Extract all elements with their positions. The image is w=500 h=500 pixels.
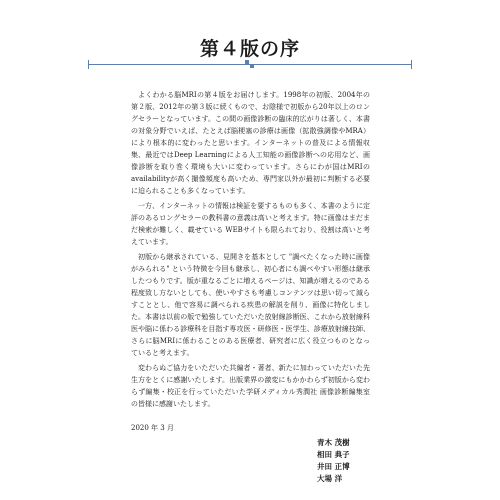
signatory-name: 大場 洋: [317, 474, 343, 483]
preface-paragraph-2: 一方、インターネットの情報は検証を要するものも多く、本書のように定評のあるロングセラーの教科書の意義は高いと考えます。特に画像はまだまだ検索が難しく、載せている WEBサイトも限られており、役割は高いと考えています。: [131, 202, 370, 246]
signatories: [317, 437, 350, 485]
preface-body: [131, 89, 370, 413]
preface-paragraph-3: 初版から継承されている、見開きを基本として "調べたくなった時に画像がみられる" という特徴を今回も継承し、初心者にも調べやすい形態は継承したつもりです。版が重なるごとに増えるページは、知識が増えるのである程度致し方ないとしても、使いやすさも考慮しコンテンツは思い切って減らすこととし、他で容易に調べられる疾患の解説を削り、画像に特化しました。本書は以前の版で勉強していただいた放射線診断医、これから放射線科医や脳に係わる診療科を目指す専攻医・研修医・医学生、診療放射線技師、さらに脳MRIに係わることのある医療者、研究者に広く役立つものとなっていると考えます。: [131, 253, 370, 357]
preface-paragraph-1: よくわかる脳MRIの第４版をお届けします。1998年の初版、2004年の第２版、2012年の第３版に続くもので、お陰様で初版から20年以上のロングセラーとなっています。この間の画像診断の臨床的広がりは著しく、本書の対象分野でいえば、たとえば脳梗塞の診療は画像（拡散強調像やMRA）により根本的に変わったと思います。インターネットの普及による情報収集、最近ではDeep Learningによる人工知能の画像診断への応用など、画像診断を取り巻く環境も大いに変わっています。さらにわが国はMRIのavailabilityが高く撮像頻度も高いため、専門家以外が最初に判断する必要に迫られることも多くなっています。: [131, 91, 370, 195]
preface-paragraph-4: 変わらぬご協力をいただいた共編者・著者、新たに加わっていただいた先生方をとくに感謝いたします。出版業界の激変にもかかわらず初版から変わらず編集・校正を行っていただいた学研メディカル秀潤社 画像診断編集室の皆様に感謝いたします。: [131, 364, 370, 408]
header-ornament-icon: [245, 60, 255, 68]
page-title: 第４版の序: [199, 38, 300, 60]
header-rule-left-tick: [88, 60, 89, 69]
signatory-name: 相田 典子: [317, 450, 350, 459]
header-rule-right-tick: [411, 60, 412, 69]
preface-date: 2020 年 3 月: [131, 424, 174, 432]
signatory-name: 青木 茂樹: [317, 438, 350, 447]
signatory-name: 井田 正博: [317, 462, 350, 471]
